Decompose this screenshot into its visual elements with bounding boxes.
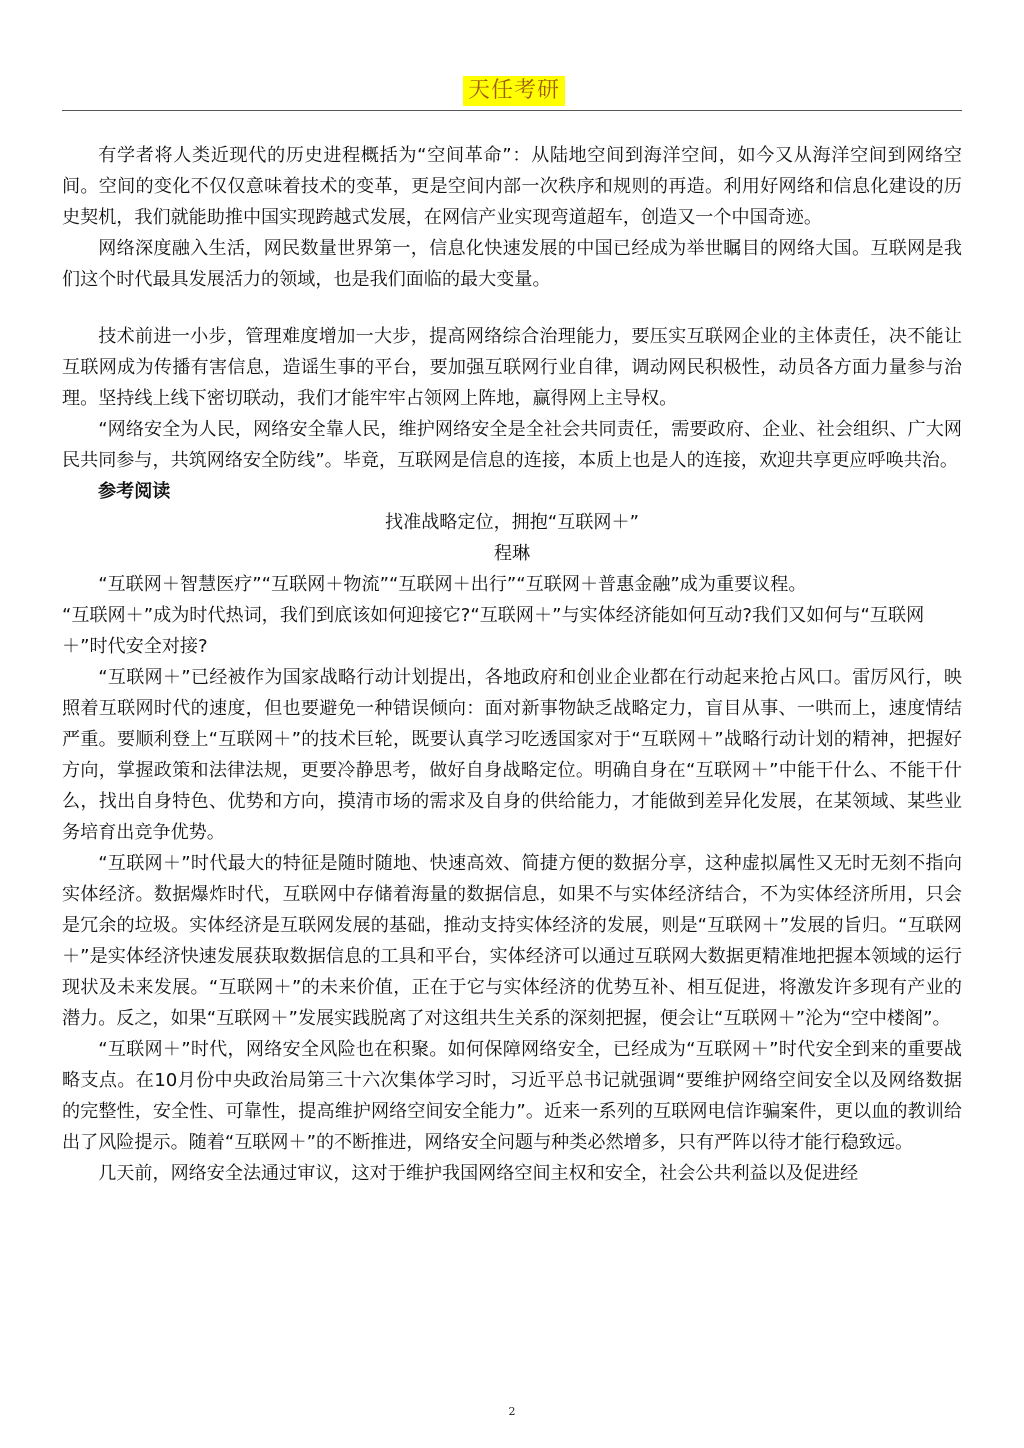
body-paragraph: “网络安全为人民，网络安全靠人民，维护网络安全是全社会共同责任，需要政府、企业、社会组织、广大网民共同参与，共筑网络安全防线”。毕竟，互联网是信息的连接，本质上也是人的连接，欢迎共享更应呼唤共治。: [62, 419, 962, 471]
header-title: 天任考研: [463, 76, 565, 106]
article-author: 程琳: [493, 543, 531, 564]
article-title: 找准战略定位，拥抱“互联网＋”: [385, 512, 639, 533]
body-paragraph: 技术前进一小步，管理难度增加一大步，提高网络综合治理能力，要压实互联网企业的主体责任，决不能让互联网成为传播有害信息，造谣生事的平台，要加强互联网行业自律，调动网民积极性，动员各方面力量参与治理。坚持线上线下密切联动，我们才能牢牢占领网上阵地，赢得网上主导权。: [62, 326, 962, 409]
body-paragraph: 有学者将人类近现代的历史进程概括为“空间革命”：从陆地空间到海洋空间，如今又从海洋空间到网络空间。空间的变化不仅仅意味着技术的变革，更是空间内部一次秩序和规则的再造。利用好网络和信息化建设的历史契机，我们就能助推中国实现跨越式发展，在网信产业实现弯道超车，创造又一个中国奇迹。: [62, 145, 962, 228]
reference-heading: 参考阅读: [98, 481, 171, 502]
document-body: [62, 140, 962, 1189]
page-header: [62, 70, 962, 111]
page-number: 2: [508, 1405, 516, 1418]
article-paragraph: 几天前，网络安全法通过审议，这对于维护我国网络空间主权和安全，社会公共利益以及促进经: [98, 1163, 859, 1184]
article-paragraph: “互联网＋”时代最大的特征是随时随地、快速高效、简捷方便的数据分享，这种虚拟属性又无时无刻不指向实体经济。数据爆炸时代，互联网中存储着海量的数据信息，如果不与实体经济结合，不为实体经济所用，只会是冗余的垃圾。实体经济是互联网发展的基础，推动支持实体经济的发展，则是“互联网＋”发展的旨归。“互联网＋”是实体经济快速发展获取数据信息的工具和平台，实体经济可以通过互联网大数据更精准地把握本领域的运行现状及未来发展。“互联网＋”的未来价值，正在于它与实体经济的优势互补、相互促进，将激发许多现有产业的潜力。反之，如果“互联网＋”发展实践脱离了对这组共生关系的深刻把握，便会让“互联网＋”沦为“空中楼阁”。: [62, 853, 962, 1029]
paragraph-spacer: [62, 295, 962, 321]
article-paragraph: “互联网＋智慧医疗”“互联网＋物流”“互联网＋出行”“互联网＋普惠金融”成为重要议程。: [98, 574, 807, 595]
article-paragraph: “互联网＋”已经被作为国家战略行动计划提出，各地政府和创业企业都在行动起来抢占风口。雷厉风行，映照着互联网时代的速度，但也要避免一种错误倾向：面对新事物缺乏战略定力，盲目从事、一哄而上，速度情结严重。要顺利登上“互联网＋”的技术巨轮，既要认真学习吃透国家对于“互联网＋”战略行动计划的精神，把握好方向，掌握政策和法律法规，更要冷静思考，做好自身战略定位。明确自身在“互联网＋”中能干什么、不能干什么，找出自身特色、优势和方向，摸清市场的需求及自身的供给能力，才能做到差异化发展，在某领域、某些业务培育出竞争优势。: [62, 667, 962, 843]
article-paragraph: “互联网＋”时代，网络安全风险也在积聚。如何保障网络安全，已经成为“互联网＋”时代安全到来的重要战略支点。在10月份中央政治局第三十六次集体学习时，习近平总书记就强调“要维护网络空间安全以及网络数据的完整性，安全性、可靠性，提高维护网络空间安全能力”。近来一系列的互联网电信诈骗案件，更以血的教训给出了风险提示。随着“互联网＋”的不断推进，网络安全问题与种类必然增多，只有严阵以待才能行稳致远。: [62, 1039, 962, 1153]
article-paragraph: “互联网＋”成为时代热词，我们到底该如何迎接它?“互联网＋”与实体经济能如何互动?我们又如何与“互联网＋”时代安全对接?: [62, 605, 925, 657]
body-paragraph: 网络深度融入生活，网民数量世界第一，信息化快速发展的中国已经成为举世瞩目的网络大国。互联网是我们这个时代最具发展活力的领域，也是我们面临的最大变量。: [62, 238, 962, 290]
